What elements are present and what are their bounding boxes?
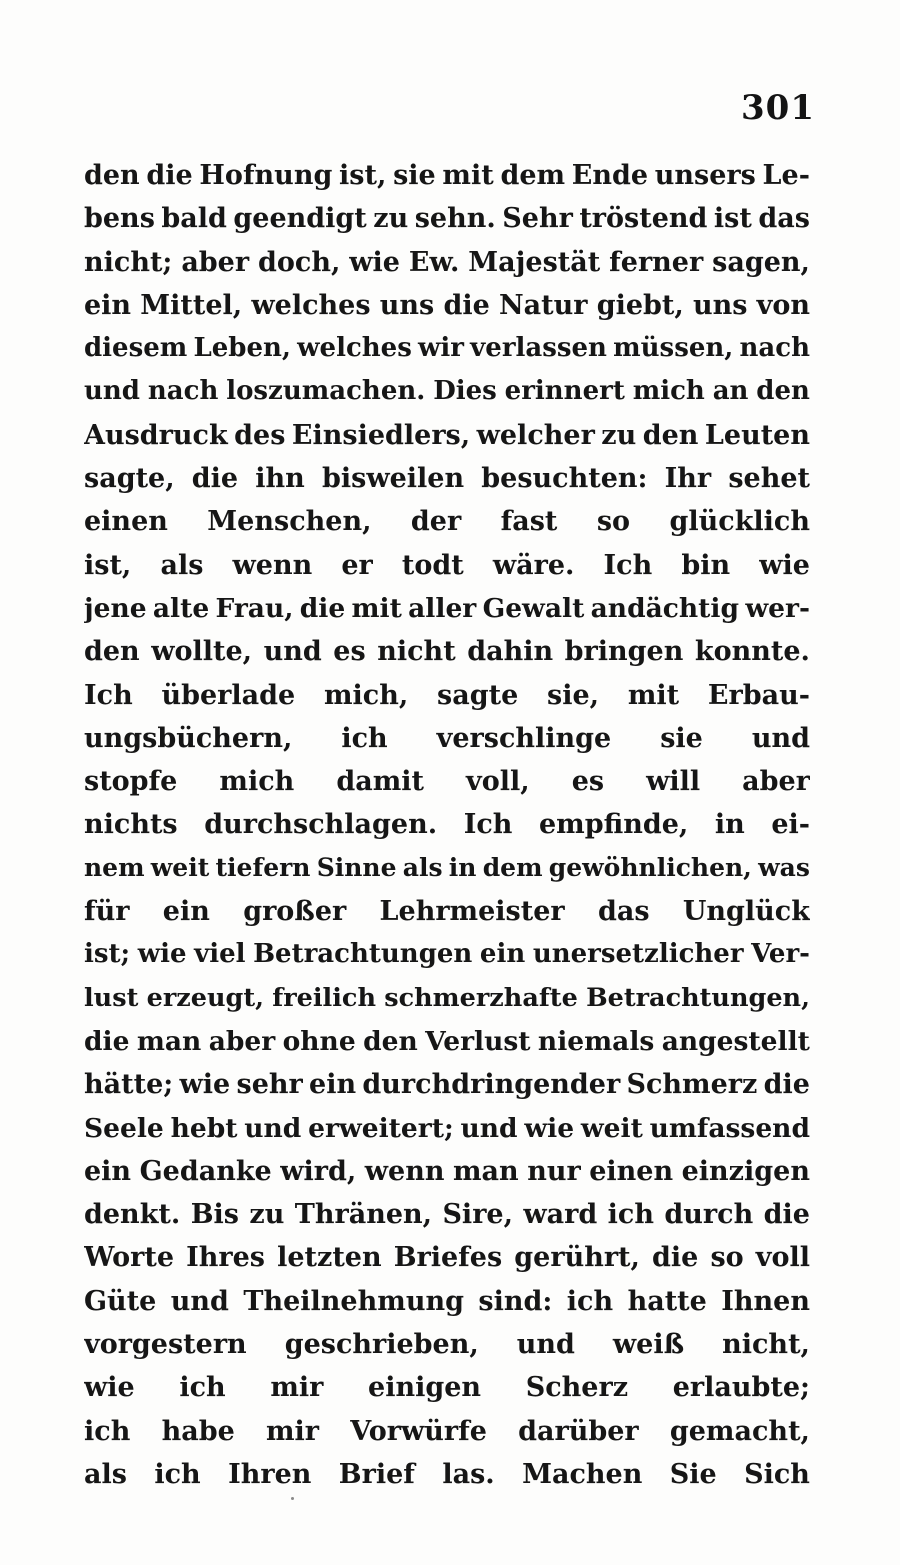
text-line [84, 939, 810, 982]
paper-speck [291, 1497, 294, 1500]
word: Seele [84, 1112, 164, 1144]
word: glücklich [669, 506, 810, 538]
word: Ihren [228, 1458, 312, 1490]
text-line [84, 896, 810, 939]
word: den [84, 160, 140, 191]
word: und [244, 1112, 302, 1144]
word: ein [479, 939, 526, 970]
word: einzigen [681, 1155, 810, 1187]
word: tröstend [579, 203, 708, 235]
word: bald [161, 203, 227, 235]
word: müssen, [613, 333, 734, 364]
word: dem [500, 160, 566, 191]
word: durchschlagen. [204, 809, 438, 841]
word: zu [601, 419, 637, 451]
word: tiefern [215, 852, 311, 882]
word: Einsiedlers, [291, 419, 471, 451]
word: für [84, 896, 130, 928]
word: den [756, 376, 810, 407]
word: hebt [170, 1112, 238, 1144]
word: die [652, 1242, 699, 1274]
word: aber [742, 766, 810, 798]
text-line [84, 766, 810, 809]
word: das [758, 203, 810, 235]
word: uns [379, 289, 435, 321]
text-line [84, 376, 810, 419]
word: was [758, 852, 810, 882]
word: gewöhnlichen, [548, 852, 752, 882]
word: nach [739, 333, 810, 364]
word: Ew. [408, 246, 460, 278]
word: ich [179, 1372, 226, 1404]
word: und [751, 722, 810, 754]
word: darüber [518, 1415, 639, 1447]
word: aller [408, 592, 477, 624]
word: uns [692, 289, 748, 321]
word: Verlust [425, 1025, 531, 1057]
word: erzeugt, [146, 982, 264, 1013]
word: letzten [277, 1242, 382, 1274]
word: man [136, 1025, 202, 1057]
word: ungsbüchern, [84, 722, 293, 754]
word: die [146, 160, 193, 191]
word: aber [181, 246, 250, 278]
text-line [84, 1069, 810, 1112]
word: sie [393, 160, 436, 191]
word: so [596, 506, 631, 538]
text-line [84, 333, 810, 376]
text-line [84, 160, 810, 203]
word: will [646, 766, 701, 798]
word: Sich [744, 1458, 810, 1490]
word: weit [150, 852, 210, 882]
word: aber [208, 1025, 276, 1057]
word: mit [442, 160, 494, 191]
word: ich [341, 722, 388, 754]
word: einigen [368, 1372, 482, 1404]
word: sagen, [712, 246, 810, 278]
text-line [84, 1199, 810, 1242]
text-line [84, 463, 810, 506]
word: sagte, [84, 463, 175, 495]
word: der [410, 506, 462, 538]
word: nur [527, 1155, 581, 1187]
word: ich [154, 1458, 201, 1490]
word: verschlinge [436, 722, 612, 754]
word: diesem [84, 333, 188, 364]
word: und [516, 1329, 575, 1361]
word: doch, [258, 246, 341, 278]
word: in [448, 852, 477, 882]
word: Betrachtungen, [586, 982, 810, 1013]
word: Scherz [525, 1372, 629, 1404]
word: dahin [467, 636, 554, 668]
word: Sinne [316, 852, 397, 882]
word: Ich [603, 549, 653, 581]
text-line [84, 1286, 810, 1329]
text-line [84, 1026, 810, 1069]
word: wenn [364, 1155, 445, 1187]
word: und [170, 1285, 229, 1317]
word: Natur [498, 289, 588, 321]
word: erweitert; [308, 1112, 454, 1144]
word: wenn [232, 549, 313, 581]
word: als [160, 549, 204, 581]
word: ist; [84, 939, 131, 970]
text-line [84, 247, 810, 290]
word: wie [349, 246, 400, 278]
word: ist, [84, 549, 132, 581]
word: zu [249, 1199, 285, 1231]
word: verlassen [470, 333, 607, 364]
word: todt [401, 549, 464, 581]
word: sind: [478, 1285, 553, 1317]
word: las. [442, 1458, 495, 1490]
word: ferner [609, 246, 704, 278]
word: sehr [236, 1069, 303, 1101]
word: denkt. [84, 1199, 181, 1231]
word: des [234, 419, 286, 451]
word: ich [84, 1415, 131, 1447]
word: die [191, 463, 239, 495]
word: Güte [84, 1285, 157, 1317]
word: ein [84, 1155, 132, 1187]
word: er [341, 549, 373, 581]
word: die [443, 289, 490, 321]
word: Gewalt [482, 592, 585, 624]
word: ein [84, 289, 132, 321]
word: Thränen, [294, 1199, 433, 1231]
word: Leuten [704, 419, 810, 451]
word: geendigt [233, 203, 367, 235]
word: Ende [571, 160, 649, 191]
word: nem [84, 852, 145, 882]
word: erinnert [504, 376, 625, 407]
word: lust [84, 982, 139, 1013]
word: sie [660, 722, 703, 754]
text-line [84, 420, 810, 463]
word: viel [194, 939, 246, 970]
word: mich [632, 376, 705, 407]
word: Briefes [393, 1242, 503, 1274]
word: Menschen, [207, 506, 372, 538]
word: als [84, 1458, 127, 1490]
word: Ich [463, 809, 513, 841]
word: Theilnehmung [243, 1285, 464, 1317]
word: Ich [84, 679, 133, 711]
word: hätte; [84, 1069, 174, 1101]
word: sehn. [414, 203, 496, 235]
word: das [597, 896, 650, 928]
word: andächtig [590, 592, 740, 624]
word: so [710, 1242, 744, 1274]
word: Worte [84, 1242, 175, 1274]
word: bisweilen [322, 463, 465, 495]
word: bin [681, 549, 731, 581]
word: an [712, 376, 749, 407]
word: Betrachtungen [253, 939, 473, 970]
text-line [84, 593, 810, 636]
word: wir [418, 333, 464, 364]
word: wer- [745, 592, 810, 624]
word: es [333, 636, 366, 668]
text-line [84, 203, 810, 246]
word: niemals [537, 1025, 655, 1057]
text-line [84, 290, 810, 333]
word: dem [482, 852, 543, 882]
word: den [363, 1025, 418, 1057]
word: Machen [522, 1458, 643, 1490]
word: durchdringender [362, 1069, 621, 1101]
word: Sie [669, 1458, 717, 1490]
word: wollte, [151, 636, 253, 668]
word: ist [713, 203, 752, 235]
text-line [84, 983, 810, 1026]
word: konnte. [694, 636, 810, 668]
word: Ausdruck [84, 419, 228, 451]
word: habe [161, 1415, 235, 1447]
word: Lehrmeister [379, 896, 565, 928]
word: geschrieben, [284, 1329, 479, 1361]
word: einen [84, 506, 168, 538]
word: vorgestern [84, 1329, 247, 1361]
body-text [84, 160, 810, 1502]
word: sehet [728, 463, 810, 495]
word: als [402, 852, 443, 882]
word: den [642, 419, 699, 451]
text-line [84, 680, 810, 723]
word: einen [589, 1155, 674, 1187]
text-line [84, 1242, 810, 1285]
word: wie [179, 1069, 231, 1101]
word: unersetzlicher [532, 939, 744, 970]
word: und [460, 1112, 518, 1144]
text-line [84, 1156, 810, 1199]
word: Frau, [215, 592, 294, 624]
word: wird, [280, 1155, 357, 1187]
word: wie [137, 939, 187, 970]
word: ward [523, 1199, 598, 1231]
word: stopfe [84, 766, 178, 798]
text-line [84, 1459, 810, 1502]
word: die [763, 1199, 810, 1231]
word: Hofnung [199, 160, 333, 191]
word: durch [664, 1199, 754, 1231]
text-line [84, 1113, 810, 1156]
word: mich [219, 766, 295, 798]
word: giebt, [596, 289, 684, 321]
word: ist, [339, 160, 387, 191]
word: ei- [771, 809, 810, 841]
word: ein [309, 1069, 357, 1101]
word: die [299, 592, 346, 624]
word: die [763, 1069, 810, 1101]
word: Gedanke [139, 1155, 272, 1187]
word: mir [265, 1415, 320, 1447]
word: überlade [161, 679, 296, 711]
word: schmerzhafte [384, 982, 578, 1013]
word: es [571, 766, 605, 798]
word: mir [270, 1372, 324, 1404]
word: bringen [564, 636, 684, 668]
word: Le- [762, 160, 810, 191]
word: ihn [255, 463, 305, 495]
word: nach [147, 376, 219, 407]
word: gemacht, [669, 1415, 810, 1447]
word: hatte [627, 1285, 707, 1317]
word: fast [500, 506, 558, 538]
text-line [84, 550, 810, 593]
word: den [84, 636, 140, 668]
word: zu [373, 203, 409, 235]
word: angestellt [661, 1025, 810, 1057]
word: voll [755, 1242, 810, 1274]
text-line [84, 1329, 810, 1372]
word: und [263, 636, 322, 668]
text-line [84, 853, 810, 896]
word: umfassend [649, 1112, 810, 1144]
word: mich, [323, 679, 409, 711]
word: nicht; [84, 246, 173, 278]
word: Majestät [468, 246, 601, 278]
word: Bis [190, 1199, 239, 1231]
word: in [714, 809, 745, 841]
word: Leben, [193, 333, 291, 364]
word: Ihres [186, 1242, 265, 1274]
word: Vorwürfe [350, 1415, 487, 1447]
word: Erbau- [707, 679, 810, 711]
word: alte [152, 592, 210, 624]
word: Mittel, [140, 289, 243, 321]
word: weit [580, 1112, 643, 1144]
word: welches [297, 333, 412, 364]
word: die [84, 1025, 130, 1057]
word: man [452, 1155, 519, 1187]
word: nicht [377, 636, 456, 668]
word: Brief [338, 1458, 415, 1490]
word: besuchten: [481, 463, 648, 495]
word: ein [162, 896, 210, 928]
word: loszumachen. [226, 376, 426, 407]
word: großer [243, 896, 347, 928]
word: ich [566, 1285, 614, 1317]
word: damit [336, 766, 424, 798]
page-number: 301 [741, 88, 815, 128]
word: unsers [654, 160, 756, 191]
word: Ver- [751, 939, 810, 970]
word: wie [84, 1372, 135, 1404]
word: wie [524, 1112, 575, 1144]
word: gerührt, [514, 1242, 640, 1274]
word: wie [759, 549, 810, 581]
word: welcher [476, 419, 595, 451]
word: freilich [272, 982, 376, 1013]
word: ich [607, 1199, 654, 1231]
word: Sehr [502, 203, 573, 235]
word: nicht, [722, 1329, 810, 1361]
word: Ihr [664, 463, 712, 495]
word: welches [251, 289, 371, 321]
word: nichts [84, 809, 178, 841]
word: sie, [547, 679, 600, 711]
word: Unglück [682, 896, 810, 928]
text-line [84, 1372, 810, 1415]
text-line [84, 723, 810, 766]
word: empfinde, [538, 809, 689, 841]
text-line [84, 809, 810, 852]
word: ohne [282, 1025, 356, 1057]
word: weiß [612, 1329, 685, 1361]
word: Sire, [442, 1199, 513, 1231]
word: jene [84, 592, 147, 624]
word: Schmerz [626, 1069, 758, 1101]
word: sagte [437, 679, 519, 711]
word: Dies [433, 376, 497, 407]
word: von [756, 289, 810, 321]
text-line [84, 506, 810, 549]
word: mit [351, 592, 402, 624]
word: Ihnen [721, 1285, 810, 1317]
text-line [84, 636, 810, 679]
word: mit [627, 679, 680, 711]
text-line [84, 1416, 810, 1459]
word: voll, [466, 766, 530, 798]
word: wäre. [492, 549, 575, 581]
word: bens [84, 203, 155, 235]
word: und [84, 376, 140, 407]
word: erlaubte; [672, 1372, 810, 1404]
